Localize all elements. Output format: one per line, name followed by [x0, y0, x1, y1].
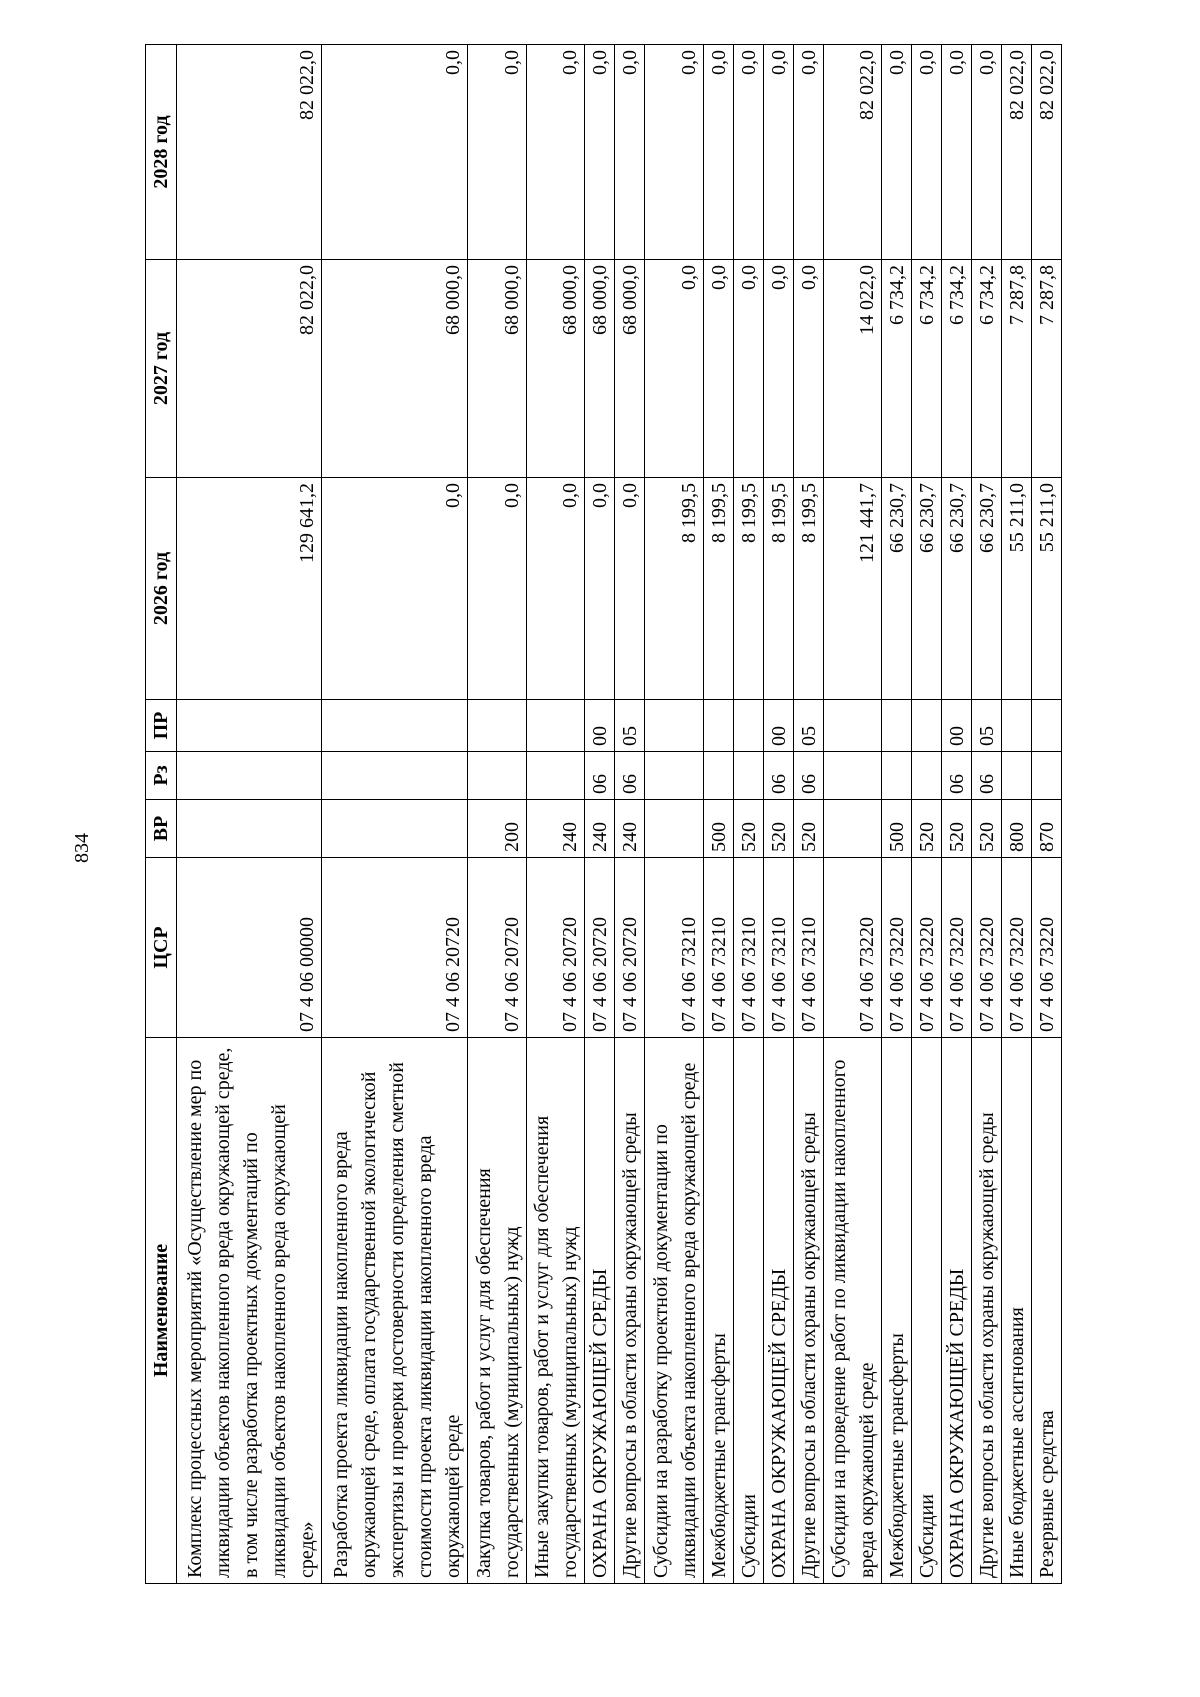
cell-2027: 0,0 — [733, 260, 763, 478]
cell-vr: 520 — [942, 800, 972, 858]
table-row — [882, 45, 912, 1584]
cell-rz: 06 — [763, 752, 793, 800]
table-row — [322, 45, 467, 1584]
rotated-table-container — [145, 45, 1062, 1584]
cell-rz — [1031, 752, 1061, 800]
cell-name: Закупка товаров, работ и услуг для обеспечения государственных (муниципальных) нужд — [467, 1038, 526, 1584]
table-row — [942, 45, 972, 1584]
cell-2027: 0,0 — [793, 260, 823, 478]
cell-name: ОХРАНА ОКРУЖАЮЩЕЙ СРЕДЫ — [585, 1038, 615, 1584]
cell-2027: 7 287,8 — [1002, 260, 1032, 478]
cell-2026: 55 211,0 — [1002, 478, 1032, 700]
header-rz: Рз — [146, 752, 177, 800]
cell-rz — [526, 752, 585, 800]
header-csr: ЦСР — [146, 858, 177, 1038]
cell-2026: 8 199,5 — [793, 478, 823, 700]
cell-2026: 0,0 — [526, 478, 585, 700]
cell-csr: 07 4 06 20720 — [585, 858, 615, 1038]
cell-2028: 0,0 — [704, 45, 734, 260]
cell-2026: 8 199,5 — [763, 478, 793, 700]
cell-2026: 55 211,0 — [1031, 478, 1061, 700]
cell-2028: 82 022,0 — [1002, 45, 1032, 260]
cell-2027: 68 000,0 — [585, 260, 615, 478]
cell-rz — [645, 752, 704, 800]
cell-2027: 68 000,0 — [467, 260, 526, 478]
cell-vr: 520 — [733, 800, 763, 858]
table-body — [177, 45, 1062, 1584]
cell-rz: 06 — [793, 752, 823, 800]
cell-csr: 07 4 06 73210 — [763, 858, 793, 1038]
cell-rz — [467, 752, 526, 800]
header-vr: ВР — [146, 800, 177, 858]
table-row — [526, 45, 585, 1584]
cell-2028: 0,0 — [793, 45, 823, 260]
cell-2028: 82 022,0 — [1031, 45, 1061, 260]
cell-name: ОХРАНА ОКРУЖАЮЩЕЙ СРЕДЫ — [942, 1038, 972, 1584]
cell-vr: 500 — [882, 800, 912, 858]
cell-2028: 0,0 — [645, 45, 704, 260]
cell-csr: 07 4 06 73210 — [704, 858, 734, 1038]
cell-pr: 05 — [615, 700, 645, 752]
table-row — [585, 45, 615, 1584]
table-row — [1002, 45, 1032, 1584]
header-2028: 2028 год — [146, 45, 177, 260]
cell-2028: 0,0 — [882, 45, 912, 260]
cell-name: Другие вопросы в области охраны окружающей среды — [615, 1038, 645, 1584]
cell-vr — [322, 800, 467, 858]
cell-pr — [1031, 700, 1061, 752]
cell-rz: 06 — [972, 752, 1002, 800]
cell-2027: 68 000,0 — [615, 260, 645, 478]
cell-rz — [823, 752, 882, 800]
cell-vr: 520 — [972, 800, 1002, 858]
cell-name: Субсидии — [912, 1038, 942, 1584]
table-row — [467, 45, 526, 1584]
cell-2027: 0,0 — [763, 260, 793, 478]
cell-2027: 68 000,0 — [322, 260, 467, 478]
cell-csr: 07 4 06 73220 — [882, 858, 912, 1038]
cell-2028: 0,0 — [733, 45, 763, 260]
cell-name: Комплекс процессных мероприятий «Осуществление мер по ликвидации объектов накопленного вреда окружающей среде, в том числе разработка проектных документаций по ликвидации объектов накопленного вреда окружающей среде» — [177, 1038, 322, 1584]
table-row — [823, 45, 882, 1584]
page-number: 834 — [71, 833, 93, 863]
cell-2027: 6 734,2 — [912, 260, 942, 478]
table-row — [177, 45, 322, 1584]
cell-2028: 0,0 — [972, 45, 1002, 260]
cell-pr: 00 — [942, 700, 972, 752]
table-row — [704, 45, 734, 1584]
cell-vr: 200 — [467, 800, 526, 858]
table-row — [615, 45, 645, 1584]
cell-csr: 07 4 06 20720 — [467, 858, 526, 1038]
header-2027: 2027 год — [146, 260, 177, 478]
cell-2027: 6 734,2 — [882, 260, 912, 478]
cell-pr — [177, 700, 322, 752]
cell-pr — [882, 700, 912, 752]
table-row — [645, 45, 704, 1584]
cell-2028: 0,0 — [585, 45, 615, 260]
cell-2026: 0,0 — [585, 478, 615, 700]
cell-csr: 07 4 06 73210 — [645, 858, 704, 1038]
cell-name: Резервные средства — [1031, 1038, 1061, 1584]
table-row — [733, 45, 763, 1584]
cell-pr: 00 — [763, 700, 793, 752]
cell-2027: 14 022,0 — [823, 260, 882, 478]
header-pr: ПР — [146, 700, 177, 752]
cell-2028: 0,0 — [526, 45, 585, 260]
table-row — [972, 45, 1002, 1584]
cell-vr: 240 — [585, 800, 615, 858]
cell-vr: 520 — [912, 800, 942, 858]
table-row — [1031, 45, 1061, 1584]
cell-rz: 06 — [615, 752, 645, 800]
cell-vr: 240 — [526, 800, 585, 858]
cell-vr — [645, 800, 704, 858]
cell-vr: 520 — [793, 800, 823, 858]
cell-rz — [882, 752, 912, 800]
cell-pr — [912, 700, 942, 752]
cell-2027: 82 022,0 — [177, 260, 322, 478]
cell-name: Иные бюджетные ассигнования — [1002, 1038, 1032, 1584]
cell-name: Субсидии на разработку проектной документации по ликвидации объекта накопленного вреда окружающей среде — [645, 1038, 704, 1584]
cell-rz — [177, 752, 322, 800]
cell-pr: 05 — [793, 700, 823, 752]
cell-pr — [823, 700, 882, 752]
cell-pr — [704, 700, 734, 752]
header-row — [146, 45, 177, 1584]
cell-2027: 6 734,2 — [972, 260, 1002, 478]
cell-2028: 0,0 — [763, 45, 793, 260]
cell-pr — [322, 700, 467, 752]
cell-2027: 6 734,2 — [942, 260, 972, 478]
cell-2026: 8 199,5 — [704, 478, 734, 700]
cell-pr: 05 — [972, 700, 1002, 752]
cell-name: Другие вопросы в области охраны окружающей среды — [972, 1038, 1002, 1584]
cell-csr: 07 4 06 73220 — [972, 858, 1002, 1038]
cell-pr — [645, 700, 704, 752]
cell-name: Межбюджетные трансферты — [704, 1038, 734, 1584]
cell-rz — [733, 752, 763, 800]
header-name: Наименование — [146, 1038, 177, 1584]
cell-2028: 0,0 — [912, 45, 942, 260]
cell-csr: 07 4 06 73220 — [912, 858, 942, 1038]
table-row — [912, 45, 942, 1584]
cell-name: Разработка проекта ликвидации накопленного вреда окружающей среде, оплата государственной экологической экспертизы и проверки достоверности определения сметной стоимости проекта ликвидации накопленного вреда окружающей среде — [322, 1038, 467, 1584]
cell-csr: 07 4 06 73210 — [793, 858, 823, 1038]
cell-rz: 06 — [585, 752, 615, 800]
cell-vr — [823, 800, 882, 858]
cell-name: ОХРАНА ОКРУЖАЮЩЕЙ СРЕДЫ — [763, 1038, 793, 1584]
cell-2027: 0,0 — [704, 260, 734, 478]
cell-2028: 82 022,0 — [823, 45, 882, 260]
cell-2026: 8 199,5 — [733, 478, 763, 700]
cell-2026: 66 230,7 — [882, 478, 912, 700]
cell-2026: 0,0 — [467, 478, 526, 700]
table-row — [793, 45, 823, 1584]
cell-csr: 07 4 06 73220 — [823, 858, 882, 1038]
budget-table — [145, 44, 1062, 1584]
cell-2026: 0,0 — [615, 478, 645, 700]
cell-rz — [912, 752, 942, 800]
cell-rz: 06 — [942, 752, 972, 800]
cell-vr: 800 — [1002, 800, 1032, 858]
cell-csr: 07 4 06 73220 — [1002, 858, 1032, 1038]
cell-2028: 0,0 — [467, 45, 526, 260]
cell-2028: 0,0 — [942, 45, 972, 260]
cell-name: Другие вопросы в области охраны окружающей среды — [793, 1038, 823, 1584]
cell-pr: 00 — [585, 700, 615, 752]
cell-vr — [177, 800, 322, 858]
cell-2026: 66 230,7 — [942, 478, 972, 700]
cell-2026: 66 230,7 — [972, 478, 1002, 700]
cell-2026: 129 641,2 — [177, 478, 322, 700]
cell-2026: 8 199,5 — [645, 478, 704, 700]
cell-rz — [704, 752, 734, 800]
cell-name: Межбюджетные трансферты — [882, 1038, 912, 1584]
cell-2026: 121 441,7 — [823, 478, 882, 700]
cell-2027: 68 000,0 — [526, 260, 585, 478]
cell-pr — [467, 700, 526, 752]
cell-rz — [1002, 752, 1032, 800]
cell-2026: 66 230,7 — [912, 478, 942, 700]
cell-csr: 07 4 06 20720 — [615, 858, 645, 1038]
cell-rz — [322, 752, 467, 800]
cell-csr: 07 4 06 73210 — [733, 858, 763, 1038]
cell-csr: 07 4 06 73220 — [942, 858, 972, 1038]
cell-pr — [733, 700, 763, 752]
cell-vr: 520 — [763, 800, 793, 858]
cell-name: Субсидии на проведение работ по ликвидации накопленного вреда окружающей среде — [823, 1038, 882, 1584]
cell-csr: 07 4 06 00000 — [177, 858, 322, 1038]
cell-csr: 07 4 06 20720 — [526, 858, 585, 1038]
cell-2028: 0,0 — [615, 45, 645, 260]
cell-2028: 82 022,0 — [177, 45, 322, 260]
header-2026: 2026 год — [146, 478, 177, 700]
cell-vr: 870 — [1031, 800, 1061, 858]
cell-name: Субсидии — [733, 1038, 763, 1584]
cell-vr: 500 — [704, 800, 734, 858]
cell-name: Иные закупки товаров, работ и услуг для обеспечения государственных (муниципальных) нужд — [526, 1038, 585, 1584]
cell-pr — [526, 700, 585, 752]
cell-pr — [1002, 700, 1032, 752]
cell-2026: 0,0 — [322, 478, 467, 700]
cell-vr: 240 — [615, 800, 645, 858]
cell-csr: 07 4 06 20720 — [322, 858, 467, 1038]
cell-2027: 7 287,8 — [1031, 260, 1061, 478]
cell-2028: 0,0 — [322, 45, 467, 260]
cell-csr: 07 4 06 73220 — [1031, 858, 1061, 1038]
cell-2027: 0,0 — [645, 260, 704, 478]
table-row — [763, 45, 793, 1584]
